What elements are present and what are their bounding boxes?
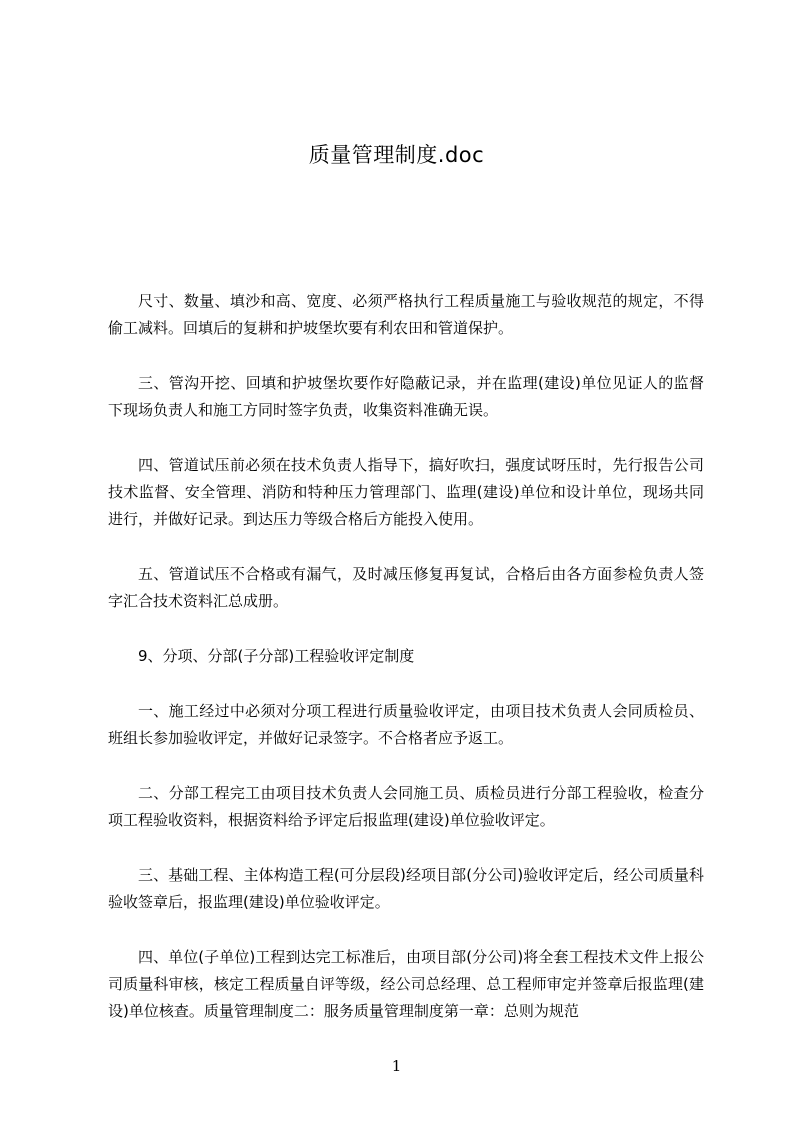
paragraph-unit-acceptance: 四、单位(子单位)工程到达完工标准后，由项目部(分公司)将全套工程技术文件上报公司质量科审核，核定工程质量自评等级，经公司总经理、总工程师审定并签章后报监理(建设)单位核查。质量管理制度二：服务质量管理制度第一章：总则为规范 bbox=[108, 948, 704, 1020]
document-title: 质量管理制度.doc bbox=[308, 143, 485, 167]
document-body bbox=[108, 288, 704, 1053]
paragraph-backfill-requirements: 尺寸、数量、填沙和高、宽度、必须严格执行工程质量施工与验收规范的规定，不得偷工减料。回填后的复耕和护坡堡坎要有利农田和管道保护。 bbox=[108, 292, 704, 337]
paragraph-test-failure: 五、管道试压不合格或有漏气，及时减压修复再复试，合格后由各方面参检负责人签字汇合技术资料汇总成册。 bbox=[108, 565, 704, 610]
section-heading: 9、分项、分部(子分部)工程验收评定制度 bbox=[138, 647, 415, 665]
paragraph-division-acceptance: 二、分部工程完工由项目技术负责人会同施工员、质检员进行分部工程验收，检查分项工程验收资料，根据资料给予评定后报监理(建设)单位验收评定。 bbox=[108, 784, 704, 829]
paragraph-foundation-acceptance: 三、基础工程、主体构造工程(可分层段)经项目部(分公司)验收评定后，经公司质量科验收签章后，报监理(建设)单位验收评定。 bbox=[108, 866, 704, 911]
paragraph-pressure-test: 四、管道试压前必须在技术负责人指导下，搞好吹扫，强度试呀压时，先行报告公司技术监督、安全管理、消防和特种压力管理部门、监理(建设)单位和设计单位，现场共同进行，并做好记录。到达压力等级合格后方能投入使用。 bbox=[108, 456, 704, 528]
page-number: 1 bbox=[391, 1057, 402, 1075]
paragraph-concealed-records: 三、管沟开挖、回填和护坡堡坎要作好隐蔽记录，并在监理(建设)单位见证人的监督下现场负责人和施工方同时签字负责，收集资料准确无误。 bbox=[108, 374, 704, 419]
paragraph-subitem-acceptance: 一、施工经过中必须对分项工程进行质量验收评定，由项目技术负责人会同质检员、班组长参加验收评定，并做好记录签字。不合格者应予返工。 bbox=[108, 702, 704, 747]
